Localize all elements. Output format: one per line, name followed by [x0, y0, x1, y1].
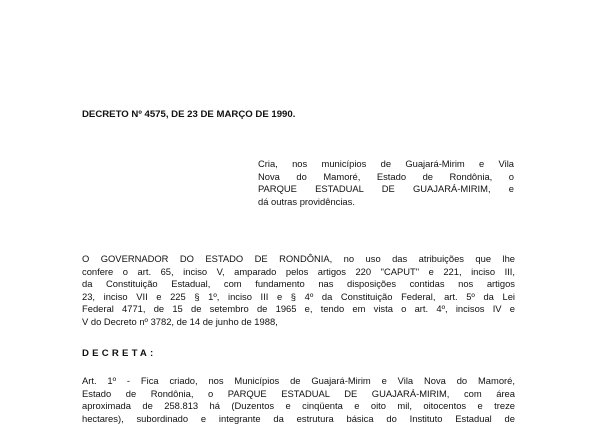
summary-line: Cria, nos municípios de Guajará-Mirim e Vila — [258, 158, 514, 169]
preamble-line: da Constituição Estadual, com fundamento nas disposições contidas nos artigos — [82, 278, 515, 290]
article-line: aproximada de 258.813 há (Duzentos e cinqüenta e oito mil, oitocentos e treze — [82, 400, 515, 412]
summary-line: Nova do Mamoré, Estado de Rondônia, o — [258, 170, 514, 182]
summary-line: PARQUE ESTADUAL DE GUAJARÁ-MIRIM, e — [258, 183, 514, 195]
preamble-paragraph — [82, 253, 515, 329]
preamble-line: Federal 4771, de 15 de setembro de 1965 e, tendo em vista o art. 4º, incisos IV e — [82, 303, 515, 315]
preamble-line: 23, inciso VII e 225 § 1º, inciso III e § 4º da Constituição Federal, art. 5º da Lei — [82, 290, 515, 302]
summary-line: dá outras providências. — [258, 196, 355, 208]
decreta-heading: DECRETA: — [82, 348, 157, 359]
decree-title: DECRETO Nº 4575, DE 23 DE MARÇO DE 1990. — [82, 109, 296, 120]
preamble-line: confere o art. 65, inciso V, amparado pelos artigos 220 "CAPUT" e 221, inciso III, — [82, 265, 515, 277]
article-1-paragraph — [82, 375, 515, 425]
article-line: hectares), subordinado e integrante da estrutura básica do Instituto Estadual de — [82, 412, 515, 424]
preamble-line: V do Decreto nº 3782, de 14 de junho de 1988, — [82, 315, 278, 327]
preamble-line: O GOVERNADOR DO ESTADO DE RONDÔNIA, no uso das atribuições que lhe — [82, 253, 515, 264]
article-line: Art. 1º - Fica criado, nos Municípios de Guajará-Mirim e Vila Nova do Mamoré, — [82, 375, 515, 386]
decree-summary — [258, 158, 514, 209]
article-line: Estado de Rondônia, o PARQUE ESTADUAL DE GUAJARÁ-MIRIM, com área — [82, 387, 515, 399]
